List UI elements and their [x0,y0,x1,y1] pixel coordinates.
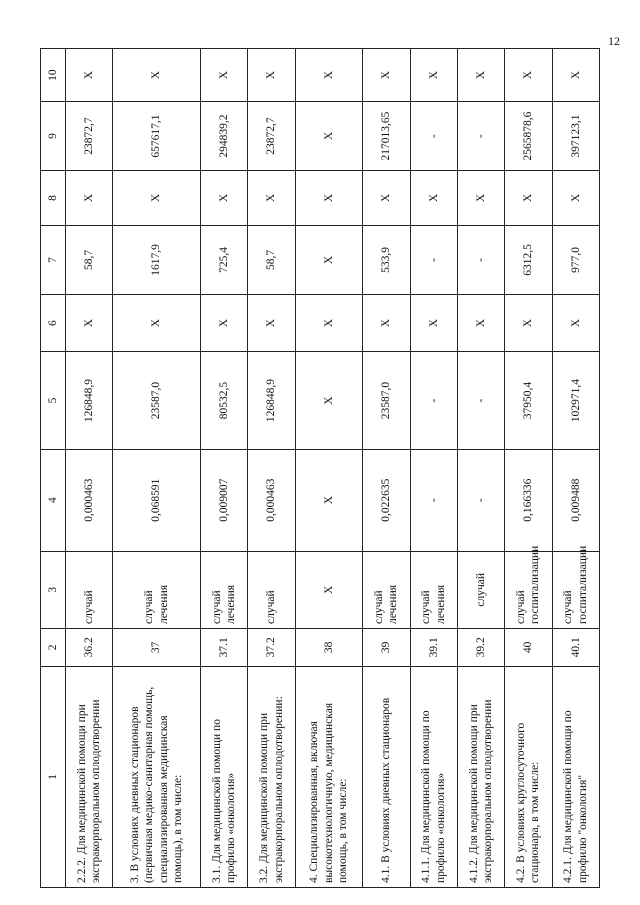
row-description: 4.2. В условиях круглосуточного стационара, в том числе: [505,666,552,887]
header-cell: 4 [41,449,66,551]
value-cell: 0,009007 [201,449,248,551]
value-cell: Х [66,294,113,352]
table-row [552,49,599,888]
value-cell: 126848,9 [248,352,295,449]
value-cell: 0,000463 [248,449,295,551]
value-cell: Х [410,49,457,102]
value-cell: 23872,7 [248,102,295,171]
value-cell: - [410,449,457,551]
value-cell: Х [363,170,410,225]
value-cell: 657617,1 [113,102,201,171]
value-cell: 2565878,6 [505,102,552,171]
header-cell: 1 [41,666,66,887]
table-row [248,49,295,888]
header-row [41,49,66,888]
value-cell: Х [295,294,363,352]
value-cell: Х [113,170,201,225]
row-number: 40.1 [552,629,599,667]
value-cell: Х [201,49,248,102]
header-cell: 3 [41,551,66,628]
rotated-table-container [40,48,600,888]
row-description: 4.1. В условиях дневных стационаров [363,666,410,887]
header-cell: 9 [41,102,66,171]
value-cell: Х [457,49,504,102]
value-cell: Х [113,49,201,102]
row-description: 2.2.2. Для медицинской помощи при экстракорпоральном оплодотворении [66,666,113,887]
row-description: 3. В условиях дневных стационаров (первичная медико-санитарная помощь, специализированная медицинская помощь), в том числе: [113,666,201,887]
unit-cell: случай лечения [201,551,248,628]
unit-cell: случай лечения [363,551,410,628]
value-cell: 397123,1 [552,102,599,171]
header-cell: 2 [41,629,66,667]
value-cell: Х [295,226,363,295]
value-cell: 977,0 [552,226,599,295]
value-cell: Х [295,449,363,551]
row-number: 39.2 [457,629,504,667]
table-row [505,49,552,888]
value-cell: 0,009488 [552,449,599,551]
value-cell: Х [295,49,363,102]
unit-cell: случай [248,551,295,628]
row-number: 38 [295,629,363,667]
value-cell: Х [457,294,504,352]
value-cell: 0,166336 [505,449,552,551]
row-number: 37.2 [248,629,295,667]
unit-cell: случай [66,551,113,628]
value-cell: 23587,0 [363,352,410,449]
value-cell: Х [201,170,248,225]
value-cell: Х [295,102,363,171]
value-cell: - [410,226,457,295]
value-cell: - [410,102,457,171]
row-description: 4.1.1. Для медицинской помощи по профилю «онкология» [410,666,457,887]
unit-cell: случай лечения [113,551,201,628]
row-number: 37 [113,629,201,667]
row-description: 3.2. Для медицинской помощи при экстракорпоральном оплодотворении: [248,666,295,887]
unit-cell: случай госпитализации [552,551,599,628]
table-row [66,49,113,888]
value-cell: 80532,5 [201,352,248,449]
value-cell: - [410,352,457,449]
unit-cell: случай госпитализации [505,551,552,628]
unit-cell: случай лечения [410,551,457,628]
value-cell: Х [505,170,552,225]
value-cell: 1617,9 [113,226,201,295]
header-cell: 8 [41,170,66,225]
value-cell: 0,022635 [363,449,410,551]
value-cell: Х [113,294,201,352]
value-cell: Х [201,294,248,352]
value-cell: 126848,9 [66,352,113,449]
header-cell: 5 [41,352,66,449]
row-description: 3.1. Для медицинской помощи по профилю «онкология» [201,666,248,887]
medical-care-table [40,48,600,888]
unit-cell: случай [457,551,504,628]
value-cell: Х [363,49,410,102]
row-number: 40 [505,629,552,667]
header-cell: 6 [41,294,66,352]
row-number: 39 [363,629,410,667]
value-cell: 294839,2 [201,102,248,171]
value-cell: Х [248,49,295,102]
table-row [363,49,410,888]
table-row [457,49,504,888]
value-cell: - [457,102,504,171]
value-cell: 58,7 [248,226,295,295]
value-cell: 533,9 [363,226,410,295]
header-cell: 7 [41,226,66,295]
value-cell: 23587,0 [113,352,201,449]
value-cell: 0,068591 [113,449,201,551]
value-cell: 0,000463 [66,449,113,551]
value-cell: Х [457,170,504,225]
header-cell: 10 [41,49,66,102]
row-number: 37.1 [201,629,248,667]
value-cell: Х [505,49,552,102]
row-number: 36.2 [66,629,113,667]
value-cell: 217013,65 [363,102,410,171]
value-cell: Х [410,294,457,352]
value-cell: Х [410,170,457,225]
value-cell: Х [295,170,363,225]
value-cell: 725,4 [201,226,248,295]
table-row [113,49,201,888]
value-cell: 6312,5 [505,226,552,295]
value-cell: 58,7 [66,226,113,295]
value-cell: - [457,226,504,295]
value-cell: Х [248,294,295,352]
table-row [410,49,457,888]
table-row [295,49,363,888]
row-description: 4.1.2. Для медицинской помощи при экстракорпоральном оплодотворении [457,666,504,887]
value-cell: - [457,449,504,551]
value-cell: 23872,7 [66,102,113,171]
value-cell: 37950,4 [505,352,552,449]
value-cell: Х [295,352,363,449]
value-cell: Х [552,170,599,225]
value-cell: Х [248,170,295,225]
table-row [201,49,248,888]
value-cell: Х [552,49,599,102]
value-cell: - [457,352,504,449]
value-cell: Х [66,49,113,102]
unit-cell: Х [295,551,363,628]
value-cell: 102971,4 [552,352,599,449]
row-description: 4. Специализированная, включая высокотехнологичную, медицинская помощь, в том числе: [295,666,363,887]
value-cell: Х [363,294,410,352]
value-cell: Х [66,170,113,225]
value-cell: Х [552,294,599,352]
row-number: 39.1 [410,629,457,667]
page-number: 12 [608,34,620,48]
value-cell: Х [505,294,552,352]
row-description: 4.2.1. Для медицинской помощи по профилю "онкология" [552,666,599,887]
